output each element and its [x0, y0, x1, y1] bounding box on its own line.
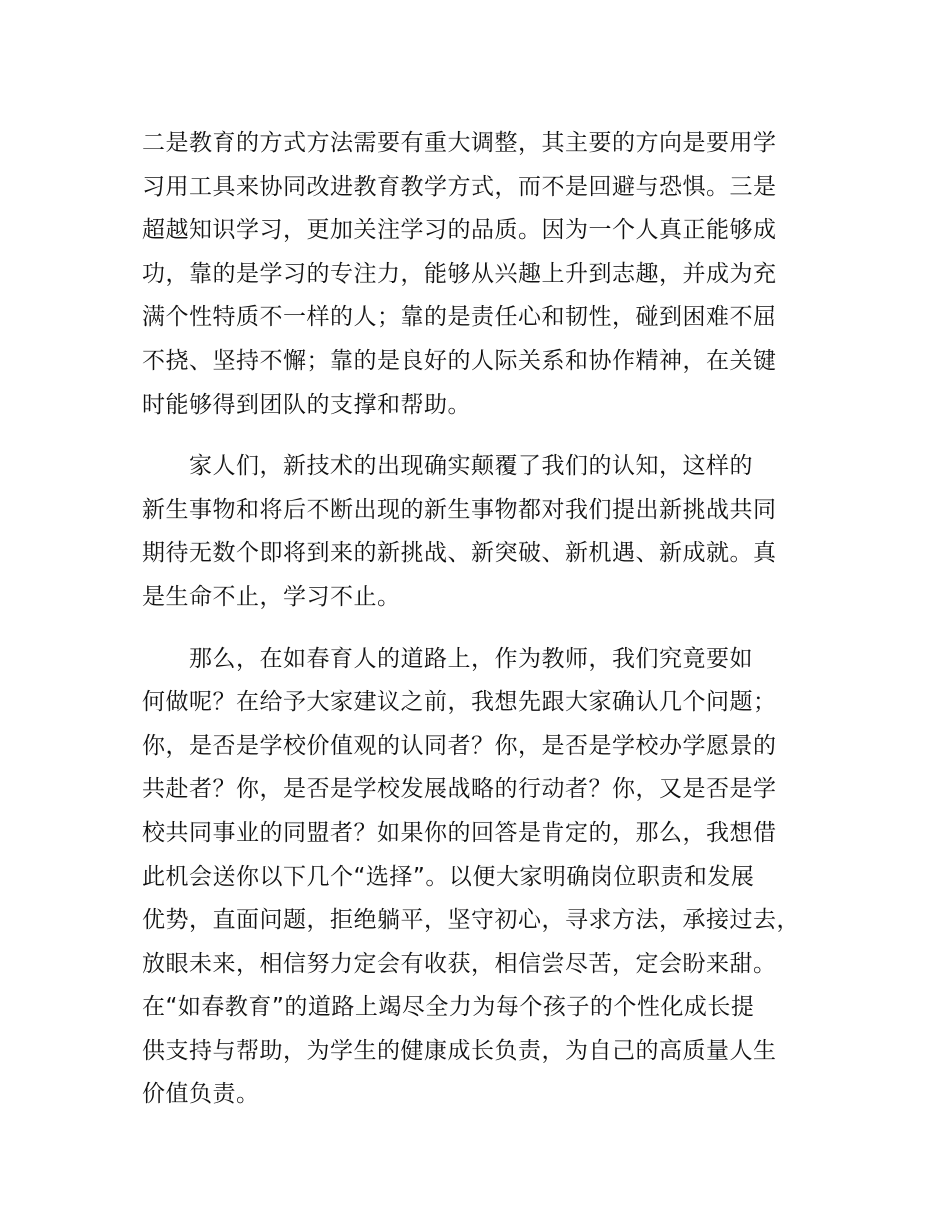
text-line: 那么，在如春育人的道路上，作为教师，我们究竟要如 — [189, 645, 753, 672]
paragraph-spacer — [142, 620, 832, 638]
text-line: 期待无数个即将到来的新挑战、新突破、新机遇、新成就。真 — [142, 540, 777, 567]
text-line: 价值负责。 — [142, 1081, 260, 1108]
text-line: 是生命不止，学习不止。 — [142, 583, 401, 610]
text-line: 放眼未来，相信努力定会有收获，相信尝尽苦，定会盼来甜。 — [142, 950, 777, 977]
paragraph-2 — [142, 445, 832, 619]
text-line: 何做呢？在给予大家建议之前，我想先跟大家确认几个问题； — [142, 689, 777, 716]
text-line: 此机会送你以下几个“选择”。以便大家明确岗位职责和发展 — [142, 863, 755, 890]
text-line: 校共同事业的同盟者？如果你的回答是肯定的，那么，我想借 — [142, 819, 777, 846]
document-body — [142, 122, 832, 1117]
text-line: 满个性特质不一样的人；靠的是责任心和韧性，碰到困难不屈 — [142, 304, 777, 331]
text-line: 功，靠的是学习的专注力，能够从兴趣上升到志趣，并成为充 — [142, 260, 777, 287]
text-line: 家人们，新技术的出现确实颠覆了我们的认知，这样的 — [189, 453, 753, 480]
text-line: 新生事物和将后不断出现的新生事物都对我们提出新挑战共同 — [142, 496, 777, 523]
text-line: 在“如春教育”的道路上竭尽全力为每个孩子的个性化成长提 — [142, 994, 755, 1021]
text-line: 习用工具来协同改进教育教学方式，而不是回避与恐惧。三是 — [142, 173, 777, 200]
text-line: 你，是否是学校价值观的认同者？你，是否是学校办学愿景的 — [142, 732, 777, 759]
paragraph-3 — [142, 638, 832, 1118]
text-line: 优势，直面问题，拒绝躺平，坚守初心，寻求方法，承接过去， — [142, 907, 800, 934]
text-line: 供支持与帮助，为学生的健康成长负责，为自己的高质量人生 — [142, 1037, 777, 1064]
text-line: 共赴者？你，是否是学校发展战略的行动者？你，又是否是学 — [142, 776, 777, 803]
text-line: 不挠、坚持不懈；靠的是良好的人际关系和协作精神，在关键 — [142, 347, 777, 374]
text-line: 超越知识学习，更加关注学习的品质。因为一个人真正能够成 — [142, 217, 777, 244]
text-line: 二是教育的方式方法需要有重大调整，其主要的方向是要用学 — [142, 130, 777, 156]
text-line: 时能够得到团队的支撑和帮助。 — [142, 391, 471, 418]
paragraph-spacer — [142, 427, 832, 445]
paragraph-1 — [142, 122, 832, 427]
